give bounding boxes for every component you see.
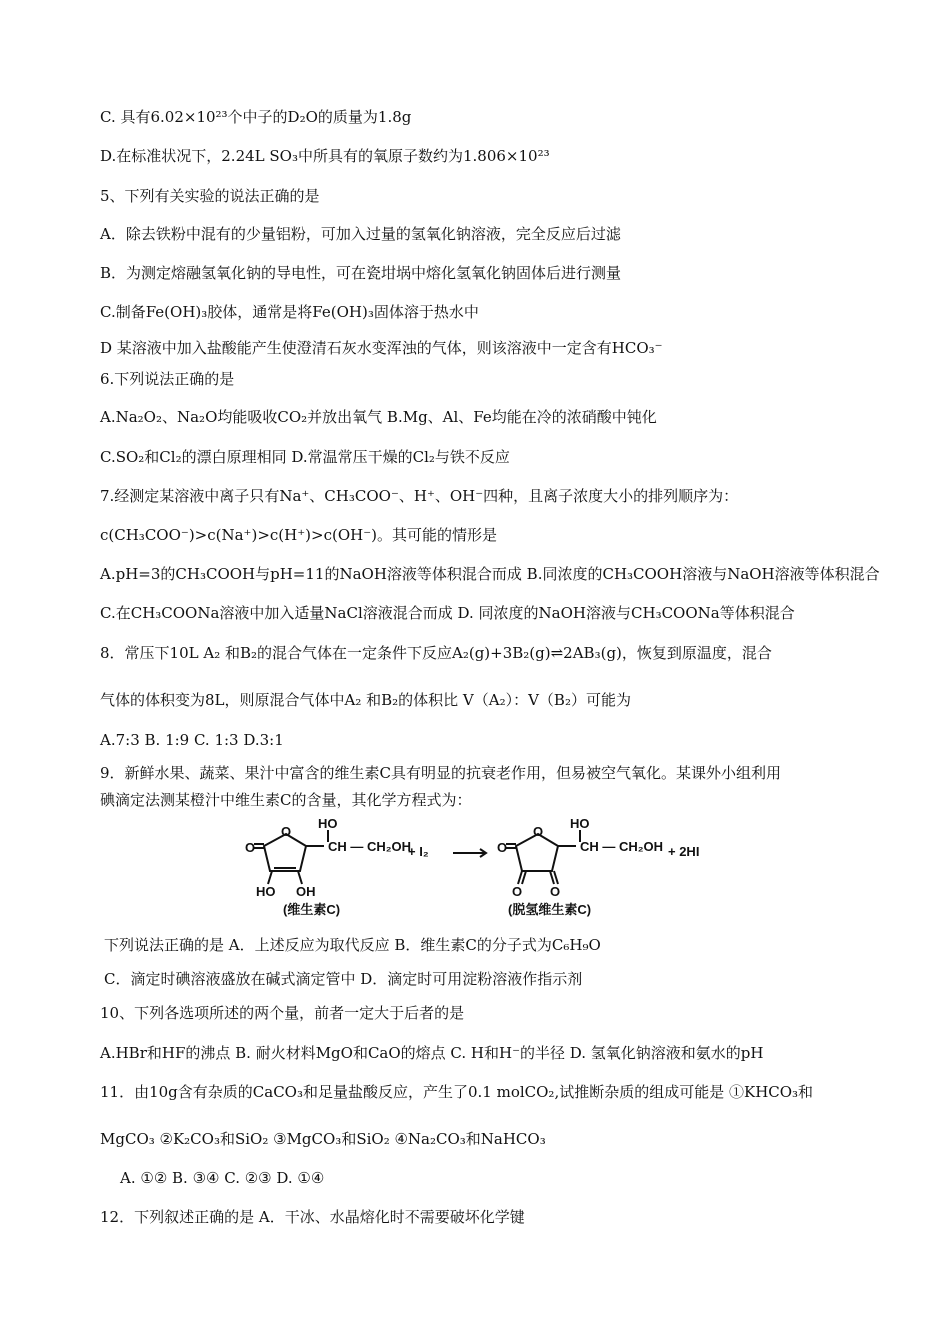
vitamin-c-reaction-figure	[245, 816, 718, 917]
q4-option-d: D.在标准状况下，2.24L SO₃中所具有的氧原子数约为1.806×10²³	[100, 147, 550, 165]
left-side-chain: CH — CH₂OH	[328, 839, 412, 854]
left-lactone-ring	[264, 834, 306, 871]
q7-stem-condition: c(CH₃COO⁻)>c(Na⁺)>c(H⁺)>c(OH⁻)。其可能的情形是	[100, 526, 497, 544]
product-hi: + 2HI	[668, 844, 700, 859]
left-ho-top: HO	[318, 816, 338, 831]
q8-stem: 8．常压下10L A₂ 和B₂的混合气体在一定条件下反应A₂(g)+3B₂(g)⇌2AB₃(g)，恢复到原温度，混合	[100, 644, 772, 662]
q8-options: A.7:3 B. 1:9 C. 1:3 D.3:1	[100, 731, 284, 749]
left-compound-label: (维生素C)	[283, 902, 341, 917]
right-ketone-o2: O	[550, 884, 561, 899]
q11-choices: MgCO₃ ②K₂CO₃和SiO₂ ③MgCO₃和SiO₂ ④Na₂CO₃和NaHCO₃	[100, 1130, 546, 1148]
q6-stem: 6.下列说法正确的是	[100, 370, 235, 388]
q7-options-ab: A.pH=3的CH₃COOH与pH=11的NaOH溶液等体积混合而成 B.同浓度的CH₃COOH溶液与NaOH溶液等体积混合	[100, 565, 880, 583]
q9-stem-cont: 碘滴定法测某橙汁中维生素C的含量，其化学方程式为：	[100, 791, 472, 809]
q11-stem: 11．由10g含有杂质的CaCO₃和足量盐酸反应，产生了0.1 molCO₂,试推断杂质的组成可能是 ①KHCO₃和	[100, 1083, 814, 1101]
q5-option-d: D 某溶液中加入盐酸能产生使澄清石灰水变浑浊的气体，则该溶液中一定含有HCO₃⁻	[100, 339, 663, 357]
right-lactone-ring	[516, 834, 558, 871]
q9-stem: 9．新鲜水果、蔬菜、果汁中富含的维生素C具有明显的抗衰老作用，但易被空气氧化。某课外小组利用	[100, 764, 782, 782]
left-oh-bottom: OH	[296, 884, 316, 899]
left-carbonyl-o: O	[245, 840, 256, 855]
q10-options: A.HBr和HF的沸点 B. 耐火材料MgO和CaO的熔点 C. H和H⁻的半径 D. 氢氧化钠溶液和氨水的pH	[100, 1044, 764, 1062]
q6-options-cd: C.SO₂和Cl₂的漂白原理相同 D.常温常压干燥的Cl₂与铁不反应	[100, 448, 510, 466]
q11-options: A. ①② B. ③④ C. ②③ D. ①④	[120, 1169, 325, 1187]
q7-stem: 7.经测定某溶液中离子只有Na⁺、CH₃COO⁻、H⁺、OH⁻四种，且离子浓度大小的排列顺序为：	[100, 487, 739, 505]
q9-options-cd: C．滴定时碘溶液盛放在碱式滴定管中 D．滴定时可用淀粉溶液作指示剂	[104, 970, 583, 988]
right-compound-label: (脱氢维生素C)	[508, 902, 592, 917]
reagent-iodine: + I₂	[408, 844, 429, 859]
right-side-chain: CH — CH₂OH	[580, 839, 664, 854]
q7-options-cd: C.在CH₃COONa溶液中加入适量NaCl溶液混合而成 D. 同浓度的NaOH溶液与CH₃COONa等体积混合	[100, 604, 795, 622]
q4-option-c: C. 具有6.02×10²³个中子的D₂O的质量为1.8g	[100, 108, 412, 126]
q5-stem: 5、下列有关实验的说法正确的是	[100, 187, 320, 205]
q8-stem-cont: 气体的体积变为8L，则原混合气体中A₂ 和B₂的体积比 V（A₂）：V（B₂）可能为	[100, 691, 631, 709]
q5-option-c: C.制备Fe(OH)₃胶体，通常是将Fe(OH)₃固体溶于热水中	[100, 303, 479, 321]
q6-options-ab: A.Na₂O₂、Na₂O均能吸收CO₂并放出氧气 B.Mg、Al、Fe均能在冷的浓硝酸中钝化	[100, 408, 657, 426]
q12-stem: 12．下列叙述正确的是 A．干冰、水晶熔化时不需要破坏化学键	[100, 1208, 525, 1226]
right-ring-oxygen: O	[533, 824, 544, 839]
q10-stem: 10、下列各选项所述的两个量，前者一定大于后者的是	[100, 1004, 465, 1022]
right-ho-top: HO	[570, 816, 590, 831]
right-ketone-o1: O	[512, 884, 523, 899]
left-ring-oxygen: O	[281, 824, 292, 839]
left-ho-bottom: HO	[256, 884, 276, 899]
q5-option-a: A．除去铁粉中混有的少量铝粉，可加入过量的氢氧化钠溶液，完全反应后过滤	[100, 225, 621, 243]
q5-option-b: B．为测定熔融氢氧化钠的导电性，可在瓷坩埚中熔化氢氧化钠固体后进行测量	[100, 264, 622, 282]
q9-options-ab: 下列说法正确的是 A．上述反应为取代反应 B．维生素C的分子式为C₆H₉O	[104, 936, 601, 954]
right-carbonyl-o: O	[497, 840, 508, 855]
